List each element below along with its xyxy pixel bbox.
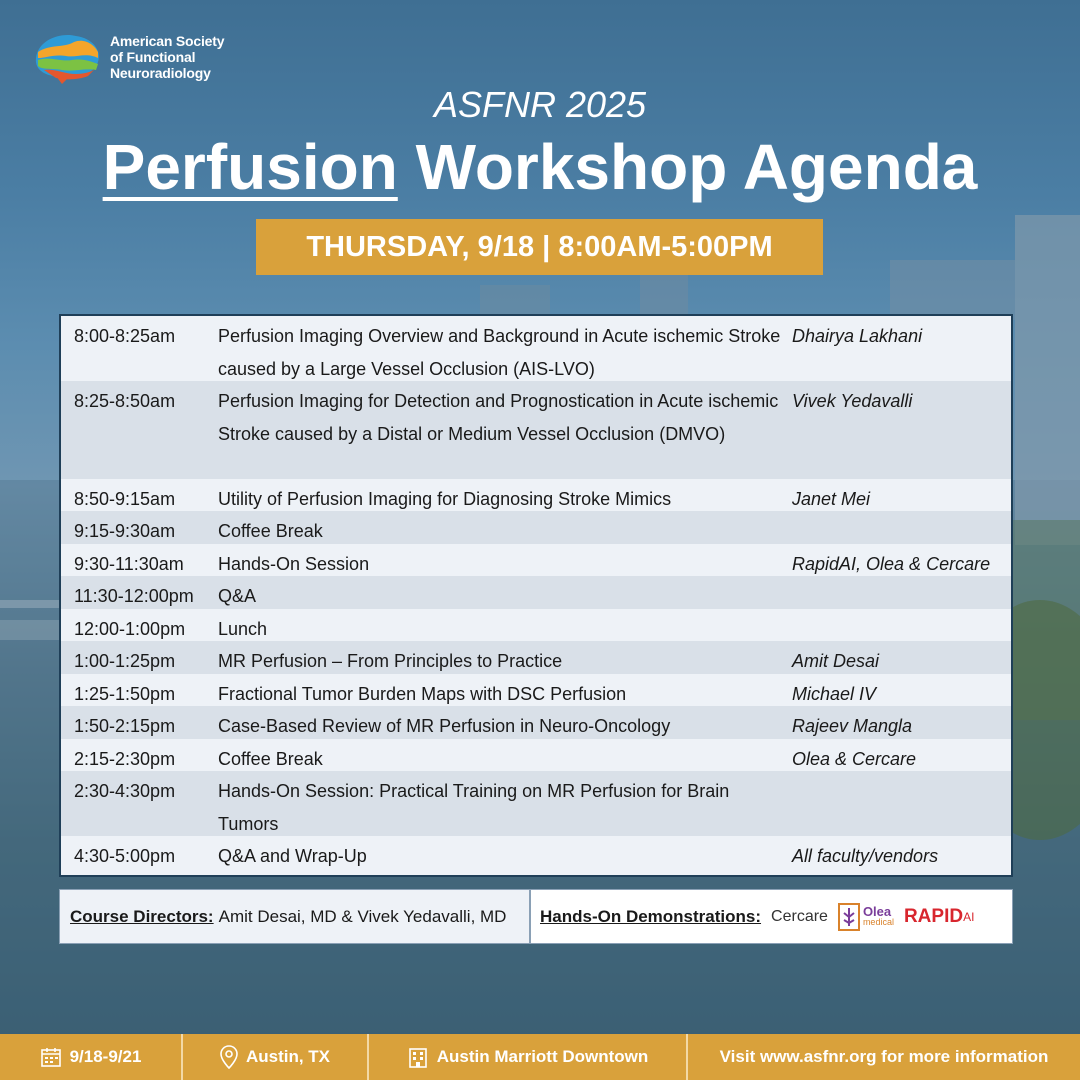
hands-on-demonstrations bbox=[530, 889, 1013, 944]
agenda-session-title: Hands-On Session bbox=[218, 553, 370, 574]
agenda-row bbox=[61, 316, 1011, 381]
agenda-row bbox=[61, 609, 1011, 642]
agenda-speaker: Dhairya Lakhani bbox=[792, 326, 923, 346]
agenda-session-title: Utility of Perfusion Imaging for Diagnosing Stroke Mimics bbox=[218, 488, 672, 509]
agenda-session-title: Fractional Tumor Burden Maps with DSC Perfusion bbox=[218, 683, 627, 704]
agenda-speaker: Amit Desai bbox=[792, 651, 880, 671]
org-name bbox=[110, 33, 224, 81]
agenda-row bbox=[61, 641, 1011, 674]
agenda-row bbox=[61, 381, 1011, 479]
demos-label: Hands-On Demonstrations: bbox=[540, 906, 762, 926]
agenda-session-title: Case-Based Review of MR Perfusion in Neuro-Oncology bbox=[218, 716, 671, 736]
footer-location-text: Austin, TX bbox=[245, 1047, 331, 1066]
course-directors-names: Amit Desai, MD & Vivek Yedavalli, MD bbox=[218, 906, 507, 926]
agenda-row bbox=[61, 836, 1011, 875]
course-directors-label: Course Directors: bbox=[70, 906, 214, 926]
agenda-time: 1:00-1:25pm bbox=[74, 651, 176, 671]
footer-dates bbox=[0, 1034, 181, 1080]
agenda-speaker: All faculty/vendors bbox=[792, 846, 939, 866]
footer-bar bbox=[0, 1034, 1080, 1080]
agenda-speaker: Olea & Cercare bbox=[792, 748, 917, 769]
agenda-session-title: Perfusion Imaging for Detection and Prognostication in Acute ischemic Stroke caused by a Distal or Medium Vessel Occlusion (DMVO) bbox=[218, 391, 779, 444]
location-pin-icon bbox=[220, 1045, 238, 1069]
agenda-time: 1:50-2:15pm bbox=[74, 716, 176, 736]
olea-name: Olea bbox=[862, 903, 892, 919]
date-banner: THURSDAY, 9/18 | 8:00AM-5:00PM bbox=[256, 219, 823, 275]
rapid-suffix: AI bbox=[963, 909, 975, 924]
agenda-session-title: Q&A bbox=[218, 586, 257, 606]
agenda-time: 11:30-12:00pm bbox=[74, 586, 194, 606]
rapidai-logo bbox=[904, 906, 974, 928]
hotel-icon bbox=[407, 1046, 429, 1068]
rapid-name: RAPID bbox=[903, 905, 964, 927]
agenda-speaker: Rajeev Mangla bbox=[792, 716, 913, 736]
title-rest: Workshop Agenda bbox=[397, 131, 978, 203]
agenda-row bbox=[61, 706, 1011, 739]
org-name-line2: of Functional bbox=[110, 49, 196, 65]
page-title bbox=[0, 130, 1080, 204]
olea-logo bbox=[838, 903, 894, 931]
agenda-time: 8:25-8:50am bbox=[74, 391, 176, 411]
agenda-row bbox=[61, 544, 1011, 577]
agenda-table bbox=[59, 314, 1013, 877]
footer-location bbox=[183, 1034, 367, 1080]
footer-website-text[interactable]: Visit www.asfnr.org for more information bbox=[719, 1047, 1049, 1066]
agenda-time: 8:00-8:25am bbox=[74, 326, 176, 346]
olea-mark-icon bbox=[838, 903, 860, 931]
agenda-session-title: Q&A and Wrap-Up bbox=[218, 846, 367, 866]
year-title: ASFNR 2025 bbox=[433, 84, 647, 125]
agenda-speaker: RapidAI, Olea & Cercare bbox=[792, 553, 991, 574]
course-directors bbox=[59, 889, 530, 944]
cercare-logo bbox=[771, 908, 828, 926]
agenda-speaker: Janet Mei bbox=[792, 488, 871, 509]
agenda-session-title: Coffee Break bbox=[218, 748, 323, 769]
footer-website[interactable] bbox=[688, 1034, 1080, 1080]
agenda-speaker: Michael IV bbox=[792, 683, 877, 704]
agenda-time: 8:50-9:15am bbox=[74, 488, 176, 509]
agenda-session-title: Hands-On Session: Practical Training on MR Perfusion for Brain Tumors bbox=[218, 781, 730, 834]
org-name-line1: American Society bbox=[110, 33, 225, 49]
agenda-session-title: Perfusion Imaging Overview and Background in Acute ischemic Stroke caused by a Large Vessel Occlusion (AIS-LVO) bbox=[218, 326, 781, 379]
agenda-time: 9:15-9:30am bbox=[74, 521, 176, 541]
footer-venue-text: Austin Marriott Downtown bbox=[436, 1047, 649, 1066]
agenda-time: 2:30-4:30pm bbox=[74, 781, 176, 801]
title-underlined-word: Perfusion bbox=[102, 131, 398, 203]
cercare-name: Cercare bbox=[771, 907, 828, 925]
agenda-time: 2:15-2:30pm bbox=[74, 748, 176, 769]
agenda-row bbox=[61, 479, 1011, 512]
agenda-time: 4:30-5:00pm bbox=[74, 846, 176, 866]
olea-subtitle: medical bbox=[862, 916, 894, 927]
agenda-row bbox=[61, 771, 1011, 836]
footer-venue bbox=[369, 1034, 686, 1080]
asfnr-logo bbox=[30, 28, 224, 86]
calendar-icon bbox=[40, 1046, 62, 1068]
agenda-time: 12:00-1:00pm bbox=[74, 618, 186, 639]
agenda-time: 9:30-11:30am bbox=[74, 553, 184, 574]
agenda-session-title: Lunch bbox=[218, 618, 268, 639]
agenda-session-title: Coffee Break bbox=[218, 521, 323, 541]
footer-dates-text: 9/18-9/21 bbox=[69, 1047, 142, 1066]
org-name-line3: Neuroradiology bbox=[110, 65, 211, 81]
agenda-row bbox=[61, 511, 1011, 544]
agenda-speaker: Vivek Yedavalli bbox=[792, 391, 913, 411]
brain-logo-icon bbox=[30, 28, 104, 86]
agenda-time: 1:25-1:50pm bbox=[74, 683, 176, 704]
agenda-row bbox=[61, 739, 1011, 772]
agenda-row bbox=[61, 576, 1011, 609]
agenda-session-title: MR Perfusion – From Principles to Practice bbox=[218, 651, 563, 671]
agenda-row bbox=[61, 674, 1011, 707]
